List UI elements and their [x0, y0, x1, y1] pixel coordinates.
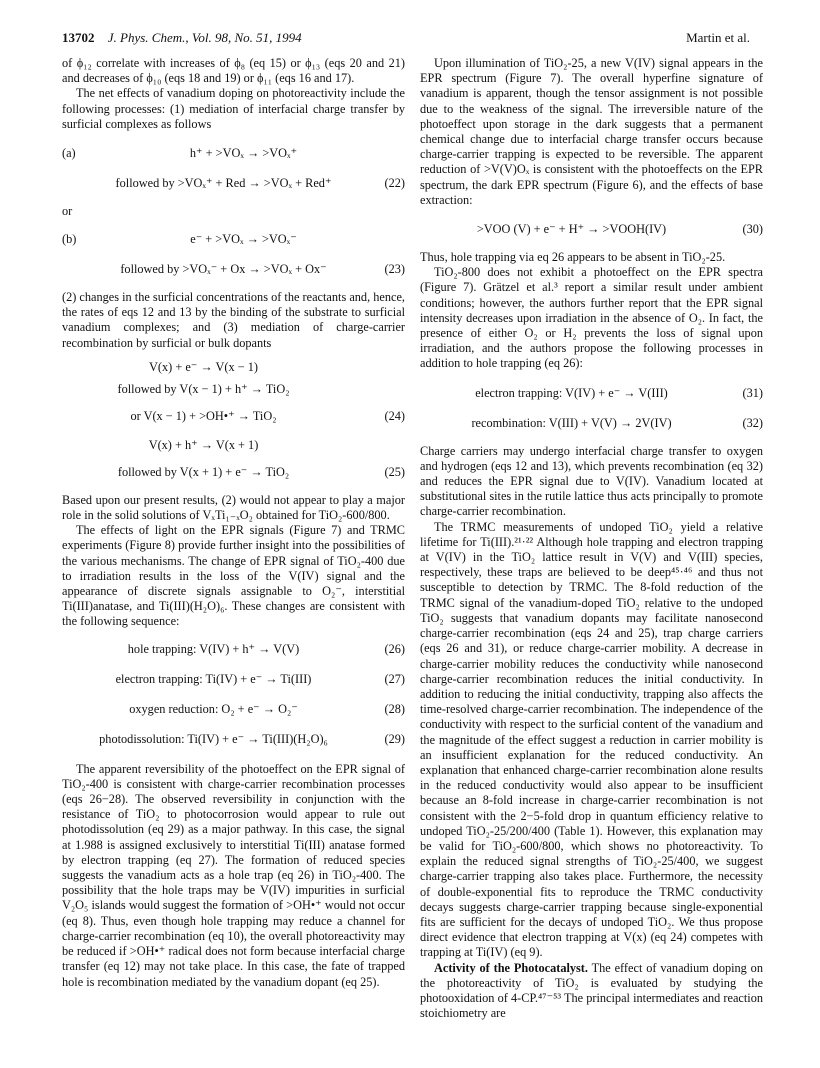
equation-28	[62, 694, 405, 724]
paragraph-body: The effect of vanadium doping on the photoreactivity of TiO₂ is evaluated by studying the photooxidation of 4-CP.⁴⁷⁻⁵³ The principal intermediates and reaction stoichiometry are	[420, 960, 763, 1021]
page-header	[62, 28, 750, 48]
equation-body: followed by V(x − 1) + h⁺ → TiO₂	[117, 381, 290, 396]
equation-number: (27)	[384, 671, 405, 686]
equation-number: (31)	[742, 385, 763, 400]
equation-body: h⁺ + >VOₓ → >VOₓ⁺	[189, 146, 298, 161]
equation-27	[62, 664, 405, 694]
equation-24-line1	[62, 357, 405, 379]
equation-22	[62, 168, 405, 198]
equation-number: (24)	[384, 408, 405, 423]
equation-number: (30)	[742, 222, 763, 237]
equation-number: (28)	[384, 701, 405, 716]
equation-29	[62, 724, 405, 754]
equation-body: electron trapping: V(IV) + e⁻ → V(III)	[475, 385, 668, 400]
equation-body: >VOO (V) + e⁻ + H⁺ → >VOOH(IV)	[476, 222, 667, 237]
equation-24	[62, 401, 405, 431]
header-left	[62, 28, 302, 48]
equation-body: V(x) + h⁺ → V(x + 1)	[148, 437, 259, 452]
equation-25	[62, 457, 405, 487]
equation-23	[62, 254, 405, 284]
equation-number: (29)	[384, 731, 405, 746]
equation-body: followed by V(x + 1) + e⁻ → TiO₂	[117, 464, 290, 479]
equation-b	[62, 224, 405, 254]
equation-body: or V(x − 1) + >OH•⁺ → TiO₂	[130, 408, 277, 423]
equation-a	[62, 138, 405, 168]
equation-body: recombination: V(III) + V(V) → 2V(IV)	[471, 415, 672, 430]
equation-number: (26)	[384, 641, 405, 656]
equation-body: e⁻ + >VOₓ → >VOₓ⁻	[190, 232, 297, 247]
equation-body: hole trapping: V(IV) + h⁺ → V(V)	[127, 641, 300, 656]
equation-label: (a)	[62, 146, 76, 161]
section-heading: Activity of the Photocatalyst.	[434, 960, 588, 975]
equation-31	[420, 378, 763, 408]
equation-number: (25)	[384, 464, 405, 479]
equation-body: oxygen reduction: O₂ + e⁻ → O₂⁻	[129, 701, 298, 716]
equation-body: followed by >VOₓ⁺ + Red → >VOₓ + Red⁺	[115, 176, 332, 191]
paragraph: Charge carriers may undergo interfacial charge transfer to oxygen and hydrogen (eqs 12 and 13), which prevents recombination (eq 32) and reduces the EPR signal due to V(IV). Vanadium located at substitutional sites in the rutile lattice thus acts principally to promote charge-carrier recombination.	[420, 443, 763, 519]
page-number: 13702	[62, 30, 95, 45]
equation-25-line1	[62, 435, 405, 457]
paragraph: The TRMC measurements of undoped TiO₂ yield a relative lifetime for Ti(III).²¹·²² Although hole trapping and electron trapping at V(IV) in the TiO₂ lattice result in V(V) and V(III) species, respectively, these traps are believed to be deep⁴⁵·⁴⁶ and thus not susceptible to detection by TRMC. The 8-fold reduction of the TRMC signal of the vanadium-doped TiO₂ relative to the undoped TiO₂ suggests that vanadium dopants may facilitate nanosecond charge-carrier recombination (eqs 24 and 25), trap charge carriers (eqs 26 and 31), or reduce charge-carrier mobility. A decrease in charge-carrier mobility reduces the conductivity while nanosecond charge-carrier recombination reduces the initial conductivity. In addition to reducing the initial conductivity, trapping also affects the time-resolved charge-carrier recombination. The independence of the conductivity with respect to the surficial content of the vanadium and the magnitude of the effect suggest a reduction in carrier mobility is an insufficient explanation for the reduced conductivity. An explanation that enhanced charge-carrier recombination alone results in the reduced conductivity would also appear to be insufficient because an 8-fold increase in charge-carrier recombination is not consistent with the 2−5-fold drop in quantum efficiency relative to undoped TiO₂-25/200/400 (Table 1). However, this explanation may be valid for TiO₂-600/800, which shows no photoreactivity. To explain the reduced signal strengths of TiO₂-25/400, we suggest charge-carrier trapping also takes place. Furthermore, the necessity of double-exponential fits to reproduce the TRMC conductivity decays suggests charge-carrier trapping because single-exponential fits are sufficient for the decays of undoped TiO₂. We thus propose direct evidence that electron trapping at V(x) (eq 24) competes with trapping at Ti(IV) (eq 9).	[420, 519, 763, 960]
equation-label: (b)	[62, 232, 77, 247]
equation-number: (23)	[384, 262, 405, 277]
equation-26	[62, 634, 405, 664]
right-column	[420, 56, 763, 1021]
equation-number: (32)	[742, 415, 763, 430]
equation-body: photodissolution: Ti(IV) + e⁻ → Ti(III)(H₂O)₆	[99, 731, 328, 746]
equation-32	[420, 408, 763, 438]
left-column	[62, 56, 405, 990]
paragraph: (2) changes in the surficial concentrations of the reactants and, hence, the rates of eqs 12 and 13 by the binding of the substrate to surficial vanadium complexes; and (3) mediation of charge-carrier recombination by surficial or bulk dopants	[62, 290, 405, 350]
equation-body: electron trapping: Ti(IV) + e⁻ → Ti(III)	[115, 671, 312, 686]
paragraph: of ϕ₁₂ correlate with increases of ϕ₈ (eq 15) or ϕ₁₃ (eqs 20 and 21) and decreases of ϕ₁₀ (eqs 18 and 19) or ϕ₁₁ (eqs 16 and 17).	[62, 56, 405, 86]
paragraph: The apparent reversibility of the photoeffect on the EPR signal of TiO₂-400 is consistent with charge-carrier recombination processes (eqs 26−28). The observed reversibility in conjunction with the resistance of TiO₂ to photocorrosion would appear to rule out photodissolution (eq 29) as a major pathway. In this case, the signal at 1.988 is assigned exclusively to interstitial Ti(III) anatase formed by electron trapping (eq 27). The formation of reduced species suggests the vanadium acts as a hole trap (eq 26) in TiO₂-400. The possibility that the hole traps may be V(IV) impurities in surficial V₂O₅ islands would suggest the formation of >OH•⁺ would not occur (eq 8). Thus, even though hole trapping may reduce a channel for charge-carrier recombination (eq 10), the overall photoreactivity may be reduced if >OH•⁺ radical does not form because interfacial charge transfer (eq 12) may not take place. In this case, the fate of trapped hole is recombination mediated by the vanadium dopant (eq 25).	[62, 761, 405, 989]
paragraph: The effects of light on the EPR signals (Figure 7) and TRMC experiments (Figure 8) provide further insight into the possibilities of the various mechanisms. The change of EPR signal of TiO₂-400 due to irradiation results in the loss of the V(IV) signal and the appearance of discrete signals assignable to O₂⁻, interstitial Ti(III)anatase, and Ti(III)(H₂O)₆. These changes are consistent with the following sequence:	[62, 523, 405, 629]
paragraph: Thus, hole trapping via eq 26 appears to be absent in TiO₂-25.	[420, 250, 726, 265]
equation-30	[420, 214, 763, 244]
equation-number: (22)	[384, 176, 405, 191]
header-authors: Martin et al.	[686, 30, 750, 45]
equation-24-line2	[62, 379, 405, 401]
paragraph: The net effects of vanadium doping on photoreactivity include the following processes: (1) mediation of interfacial charge transfer by surficial complexes as follows	[62, 86, 405, 131]
paragraph: Upon illumination of TiO₂-25, a new V(IV) signal appears in the EPR spectrum (Figure 7). The overall hyperfine signature of vanadium is apparent, though the tensor assignment is not possible due to the weakness of the signal. The irreversible nature of the photoeffect upon storage in the dark suggests that a permanent chemical change due to interfacial charge transfer occurs because charge-carrier trapping is expected to be reversible. The apparent reduction of >V(V)Oₓ is consistent with the photoeffects on the EPR spectrum, the dark EPR spectrum (Figure 6), and the effects of base extraction:	[420, 56, 763, 207]
paragraph: TiO₂-800 does not exhibit a photoeffect on the EPR spectra (Figure 7). Grätzel et al.³ report a similar result under ambient conditions; however, the authors further report that the EPR signal intensity decreases upon irradiation in the absence of O₂. In fact, the presence of either O₂ or H₂ prevents the loss of signal upon irradiation, and the authors propose the following processes in addition to hole trapping (eq 26):	[420, 265, 763, 371]
paragraph	[420, 961, 763, 1022]
equation-body: followed by >VOₓ⁻ + Ox → >VOₓ + Ox⁻	[120, 262, 327, 277]
paragraph: Based upon our present results, (2) would not appear to play a major role in the solid solutions of VₓTi₁₋ₓO₂ obtained for TiO₂-600/800.	[62, 492, 405, 523]
equation-body: V(x) + e⁻ → V(x − 1)	[149, 359, 258, 374]
or-text: or	[62, 204, 73, 219]
journal-citation: J. Phys. Chem., Vol. 98, No. 51, 1994	[107, 30, 302, 45]
